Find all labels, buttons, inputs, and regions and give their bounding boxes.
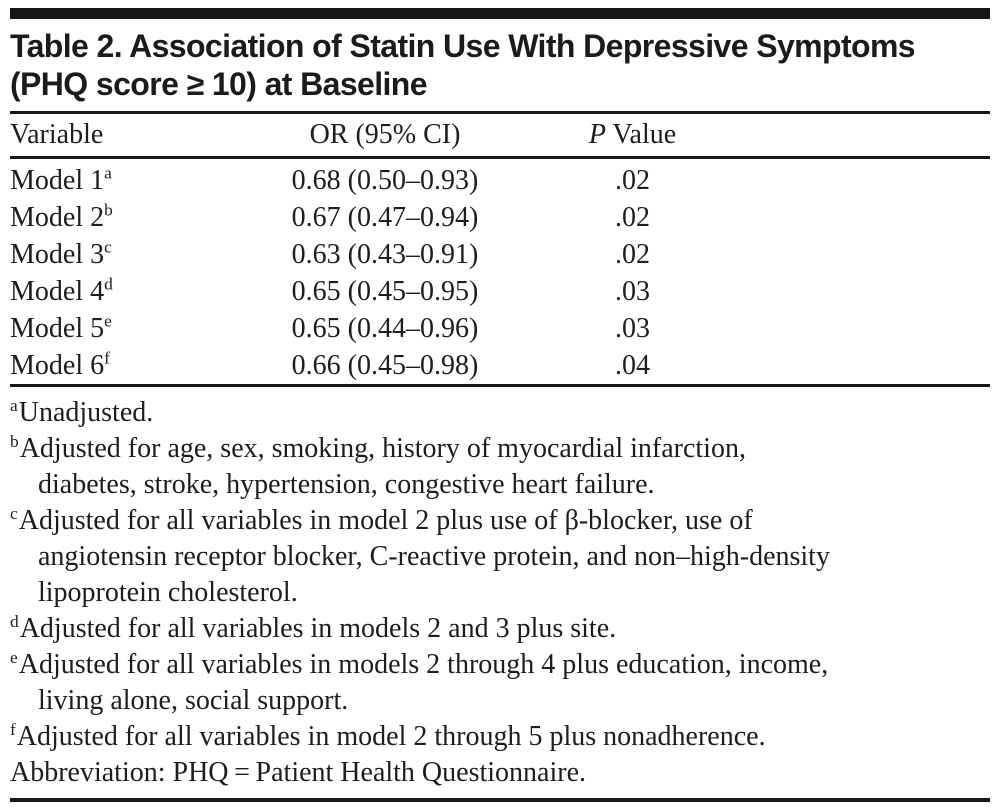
footnote (10, 611, 990, 647)
footnote (10, 719, 990, 755)
row-filler (745, 236, 990, 273)
p-value: .03 (615, 313, 650, 344)
or-ci-value: 0.68 (0.50–0.93) (291, 165, 479, 196)
footnote (10, 755, 990, 791)
table-header-row (10, 114, 990, 158)
table-title-line1: Table 2. Association of Statin Use With Depressive Symptoms (10, 28, 915, 64)
footnote-marker: b (10, 431, 19, 451)
model-label: Model 5 (10, 313, 105, 344)
model-label: Model 4 (10, 276, 105, 307)
row-filler (745, 158, 990, 200)
footnote (10, 647, 990, 719)
or-ci-value: 0.65 (0.44–0.96) (291, 313, 479, 344)
column-header-p-value (520, 114, 745, 158)
or-ci-value: 0.65 (0.45–0.95) (291, 276, 479, 307)
footnote (10, 431, 990, 503)
row-filler (745, 199, 990, 236)
model-label: Model 6 (10, 350, 105, 381)
table-row (10, 273, 990, 310)
row-filler (745, 310, 990, 347)
p-value-rest-label: Value (605, 119, 677, 150)
p-value: .02 (615, 165, 650, 196)
or-ci-value: 0.66 (0.45–0.98) (291, 350, 479, 381)
table-row (10, 236, 990, 273)
footnote-text: Adjusted for all variables in models 2 and 3 plus site. (19, 613, 617, 644)
footnote-marker: a (10, 395, 18, 415)
model-footnote-marker: f (104, 348, 110, 368)
p-value: .04 (615, 350, 650, 381)
table-row (10, 347, 990, 384)
model-label: Model 1 (10, 165, 105, 196)
p-value: .02 (615, 239, 650, 270)
footnote-marker: e (10, 647, 18, 667)
footnote-marker: d (10, 611, 19, 631)
footnote-text: Abbreviation: PHQ = Patient Health Questionnaire. (10, 757, 586, 788)
column-header-variable: Variable (10, 114, 250, 158)
model-footnote-marker: b (104, 200, 113, 220)
footnote-text: Adjusted for all variables in model 2 plus use of β-blocker, use of angiotensin receptor blocker, C-reactive protein, and non–high-density lipoprotein cholesterol. (18, 505, 830, 608)
or-ci-value: 0.67 (0.47–0.94) (291, 202, 479, 233)
table-row (10, 199, 990, 236)
or-ci-value: 0.63 (0.43–0.91) (291, 239, 479, 270)
model-footnote-marker: d (104, 274, 113, 294)
column-header-filler (745, 114, 990, 158)
footnotes-section (10, 387, 990, 795)
row-filler (745, 347, 990, 384)
footnote (10, 395, 990, 431)
footnote-text: Adjusted for all variables in models 2 through 4 plus education, income, living alone, social support. (18, 649, 829, 716)
p-value: .02 (615, 202, 650, 233)
table-row (10, 310, 990, 347)
model-footnote-marker: e (104, 311, 112, 331)
results-table (10, 114, 990, 384)
footnote-text: Adjusted for age, sex, smoking, history of myocardial infarction, diabetes, stroke, hypertension, congestive heart failure. (19, 433, 746, 500)
footnote-marker: f (10, 719, 16, 739)
model-label: Model 3 (10, 239, 105, 270)
footnote-text: Unadjusted. (18, 397, 154, 428)
model-footnote-marker: a (104, 163, 112, 183)
footnote (10, 503, 990, 611)
footnote-marker: c (10, 503, 18, 523)
table-top-bar (10, 8, 990, 19)
p-value: .03 (615, 276, 650, 307)
row-filler (745, 273, 990, 310)
table-title-line2: (PHQ score ≥ 10) at Baseline (10, 66, 427, 102)
table-bottom-rule (10, 798, 990, 802)
model-label: Model 2 (10, 202, 105, 233)
p-value-italic-label: P (588, 119, 606, 150)
model-footnote-marker: c (104, 237, 112, 257)
column-header-or-ci: OR (95% CI) (250, 114, 520, 158)
footnote-text: Adjusted for all variables in model 2 through 5 plus nonadherence. (16, 721, 766, 752)
table-title (10, 19, 990, 111)
table-row (10, 158, 990, 200)
